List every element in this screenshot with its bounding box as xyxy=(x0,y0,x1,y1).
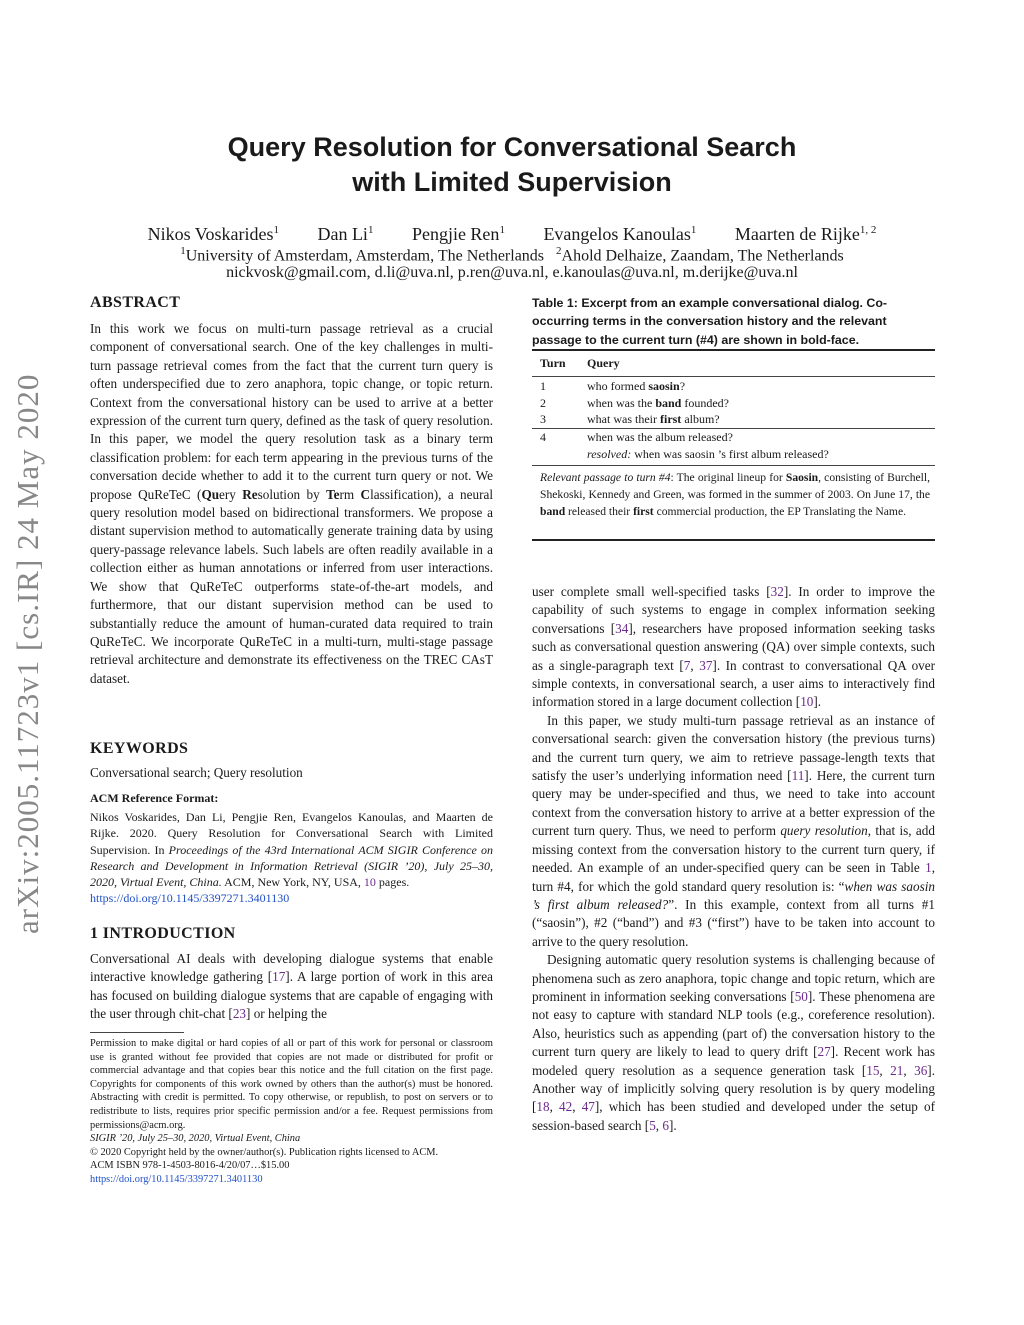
table-caption: Table 1: Excerpt from an example conversational dialog. Co-occurring terms in the conversation history and the relevant passage to the current turn (#4) are shown in bold-face. xyxy=(532,296,888,347)
author: Pengjie Ren$^1$ xyxy=(411,224,505,244)
footnote-copyright: © 2020 Copyright held by the owner/author(s). Publication rights licensed to ACM. xyxy=(90,1146,439,1158)
table-row: 2 when was the band founded? xyxy=(540,395,730,410)
author: Evangelos Kanoulas$^1$ xyxy=(543,224,697,244)
citation-link[interactable]: 21 xyxy=(890,1062,904,1078)
table-passage-rule xyxy=(532,465,935,466)
citation-link[interactable]: 10 xyxy=(800,694,814,710)
citation-link[interactable]: 18 xyxy=(536,1099,550,1115)
acm-reference-heading: ACM Reference Format: xyxy=(90,791,219,805)
page-count-link[interactable]: 10 xyxy=(363,875,376,890)
footnote-conference: SIGIR ’20, July 25–30, 2020, Virtual Event, China xyxy=(90,1133,301,1144)
table-row: 3 what was their first album? xyxy=(540,412,720,427)
author: Maarten de Rijke$^{1, 2}$ xyxy=(734,224,877,244)
table-row: 1 who formed saosin? xyxy=(540,379,686,393)
intro-continued-text: user complete small well-specified tasks [32]. In order to improve the capability of such systems to engage in complex information seeking conversations [34], researchers have proposed information seeking tasks such as conversational question answering (QA) over simple contexts, such as a single-paragraph text [7, 37]. In contrast to conversational QA over simple contexts, in conversational search, a user aims to interactively find information stored in a large document collection [10]. In this paper, we study multi-turn passage retrieval as an instance of conversational search: given the conversation history (the previous turns) and the current turn query, we aim to retrieve passage-length texts that satisfy the user’s underlying information need [11]. Here, the current turn query may be under-specified and thus, we need to take into account context from the conversation history to arrive at a better expression of the current turn query. Thus, we need to perform query resolution, that is, add missing context from the conversation history to the current turn query, if needed. An example of an under-specified query can be seen in Table 1, turn #4, for which the gold standard query resolution is: “when was saosin ’s first album released?”. In this example, context from all turns #1 (“saosin”), #2 (“band”) and #3 (“first”) have to be taken into account to arrive to the query resolution. Designing automatic query resolution systems is challenging because of phenomena such as zero anaphora, topic change and topic return, which are prominent in information seeking conversations [50]. These phenomena are not easy to capture with standard NLP tools (e.g., coreference resolution). Also, heuristics such as appending (part of) the conversation history to the current turn query are likely to lead to query drift [27]. Recent work has modeled query resolution as a sequence generation task [15, 21, 36]. Another way of implicitly solving query resolution is by query modeling [18, 42, 47], which has been studied and developed under the setup of session-based search [5, 6]. xyxy=(532,584,936,1133)
table-row-4: 4 when was the album released? resolved: when was saosin ’s first album released? xyxy=(540,430,829,461)
citation-link[interactable]: 11 xyxy=(791,768,805,784)
citation-link[interactable]: 50 xyxy=(794,988,808,1004)
resolved-label: resolved: xyxy=(587,446,632,461)
affiliations: $^1$University of Amsterdam, Amsterdam, The Netherlands $^2$Ahold Delhaize, Zaandam, The Netherlands xyxy=(180,245,844,265)
author-emails: nickvosk@gmail.com, d.li@uva.nl, p.ren@uva.nl, e.kanoulas@uva.nl, m.derijke@uva.nl xyxy=(226,264,798,281)
citation-link[interactable]: 27 xyxy=(817,1044,831,1060)
citation-link[interactable]: 34 xyxy=(615,620,629,636)
table-relevant-passage: Relevant passage to turn #4: The original lineup for Saosin, consisting of Burchell, Shekoski, Kennedy and Green, was formed in the summer of 2003. On June 17, the band released their first commercial production, the EP Translating the Name. xyxy=(540,471,930,518)
footnote-doi-link[interactable]: https://doi.org/10.1145/3397271.3401130 xyxy=(90,1173,263,1185)
title-line-1: Query Resolution for Conversational Search xyxy=(227,132,797,162)
author: Nikos Voskarides$^1$ xyxy=(147,224,279,244)
citation-link[interactable]: 36 xyxy=(914,1062,928,1078)
table-body xyxy=(532,378,935,428)
acm-reference-text: Nikos Voskarides, Dan Li, Pengjie Ren, Evangelos Kanoulas, and Maarten de Rijke. 2020. Query Resolution for Conversational Search with Limited Supervision. In Proceedings of the 43rd International ACM SIGIR Conference on Research and Development in Information Retrieval (SIGIR ’20), July 25–30, 2020, Virtual Event, China. ACM, New York, NY, USA, 10 pages. https://doi.org/10.1145/3397271.3401130 xyxy=(90,810,493,906)
table-bottom-rule xyxy=(532,539,935,541)
citation-link[interactable]: 32 xyxy=(770,584,784,599)
citation-link[interactable]: 37 xyxy=(699,657,713,673)
introduction-text: Conversational AI deals with developing dialogue systems that enable interactive knowledge gathering [17]. A large portion of work in this area has focused on building dialogue systems that are capable of engaging with the user through chit-chat [23] or helping the xyxy=(90,951,494,1022)
footnote-block xyxy=(90,1132,493,1186)
citation-link[interactable]: 42 xyxy=(559,1099,573,1115)
citation-link[interactable]: 17 xyxy=(272,969,286,985)
footnote-permission: Permission to make digital or hard copies of all or part of this work for personal or classroom use is granted without fee provided that copies are not made or distributed for profit or commercial advantage and that copies bear this notice and the full citation on the first page. Copyrights for components of this work owned by others than the author(s) must be honored. Abstracting with credit is permitted. To copy otherwise, or republish, to post on servers or to redistribute to lists, requires prior specific permission and/or a fee. Request permissions from permissions@acm.org. xyxy=(90,1038,493,1131)
citation-link[interactable]: 15 xyxy=(866,1062,880,1078)
introduction-heading: 1 INTRODUCTION xyxy=(90,925,236,942)
citation-link[interactable]: 7 xyxy=(683,657,691,673)
footnote-rule xyxy=(90,1032,184,1033)
table-header-rule xyxy=(532,376,935,377)
table-header-query: Query xyxy=(587,356,620,370)
keywords-text: Conversational search; Query resolution xyxy=(90,765,303,780)
abstract-heading: ABSTRACT xyxy=(90,294,181,311)
footnote-isbn: ACM ISBN 978-1-4503-8016-4/20/07…$15.00 xyxy=(90,1160,290,1172)
doi-link[interactable]: https://doi.org/10.1145/3397271.3401130 xyxy=(90,891,290,906)
keywords-heading: KEYWORDS xyxy=(90,740,189,757)
resolved-query: when was saosin ’s first album released? xyxy=(631,446,829,461)
citation-link[interactable]: 23 xyxy=(232,1006,247,1022)
table-reference-link[interactable]: 1 xyxy=(925,860,932,876)
title-line-2: with Limited Supervision xyxy=(352,167,672,197)
table-header-turn: Turn xyxy=(540,356,566,370)
arxiv-stamp: arXiv:2005.11723v1 [cs.IR] 24 May 2020 xyxy=(10,373,45,934)
paper-title xyxy=(0,130,1024,200)
abstract-text: In this work we focus on multi-turn passage retrieval as a crucial component of conversational search. One of the key challenges in multi-turn passage retrieval comes from the fact that the current turn query is often underspecified due to zero anaphora, topic change, or topic return. Context from the conversational history can be used to arrive at a better expression of the current turn query, defined as the task of query resolution. In this paper, we model the query resolution task as a binary term classification problem: for each term appearing in the previous turns of the conversation decide whether to add it to the current turn query or not. We propose QuReTeC (Query Resolution by Term Classification), a neural query resolution model based on bidirectional transformers. We propose a distant supervision method to automatically generate training data by using query-passage relevance labels. Such labels are often readily available in a collection either as human annotations or inferred from user interactions. We show that QuReTeC outperforms state-of-the-art models, and furthermore, that our distant supervision method can be used to substantially reduce the amount of human-curated data required to train QuReTeC. We incorporate QuReTeC in a multi-turn, multi-stage passage retrieval architecture and demonstrate its effectiveness on the TREC CAsT dataset. xyxy=(90,321,494,686)
citation-link[interactable]: 5 xyxy=(649,1117,656,1133)
citation-link[interactable]: 47 xyxy=(581,1099,595,1115)
citation-link[interactable]: 6 xyxy=(662,1117,669,1133)
author: Dan Li$^1$ xyxy=(317,224,374,244)
